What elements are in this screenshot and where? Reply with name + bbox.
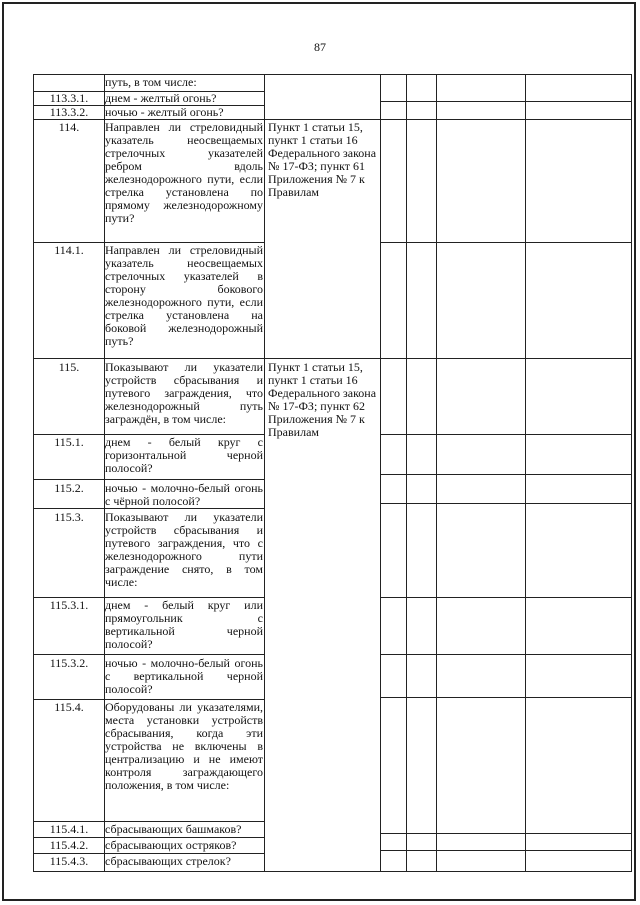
question-text: Направлен ли стреловидный указатель неосвещаемых стрелочных указателей в сторону бокового железнодорожного пути, если стрелка установлена на боковой железнодорожный путь?	[105, 243, 263, 348]
question-text: ночью - молочно-белый огонь с вертикальной черной полосой?	[105, 656, 263, 696]
question-text: сбрасывающих остряков?	[105, 838, 237, 852]
row-number: 115.3.2.	[49, 656, 89, 670]
legal-reference: Пункт 1 статьи 15, пункт 1 статьи 16 Федерального закона № 17-ФЗ; пункт 61 Приложения № 7 к Правилам	[268, 120, 377, 199]
row-number: 115.3.1.	[49, 598, 89, 612]
row-number: 115.2.	[54, 481, 84, 495]
row-number: 114.1.	[54, 243, 84, 257]
question-text: сбрасывающих башмаков?	[105, 822, 242, 836]
question-text: Показывают ли указатели устройств сбрасывания и путевого заграждения, что с железнодорожного пути заграждение снято, в том числе:	[105, 510, 263, 589]
question-text: сбрасывающих стрелок?	[105, 854, 231, 868]
question-text: путь, в том числе:	[105, 75, 197, 89]
question-text: днем - белый круг или прямоугольник с вертикальной черной полосой?	[105, 598, 263, 651]
row-number: 113.3.2.	[49, 105, 89, 119]
question-text: днем - белый круг с горизонтальной черной полосой?	[105, 435, 263, 475]
row-number: 115.1.	[54, 435, 84, 449]
row-number: 113.3.1.	[49, 91, 89, 105]
question-text: Направлен ли стреловидный указатель неосвещаемых стрелочных указателей ребром вдоль железнодорожного пути, если стрелка установлена по прямому железнодорожному пути?	[105, 120, 263, 225]
row-number: 115.4.2.	[49, 838, 89, 852]
row-number: 115.4.1.	[49, 822, 89, 836]
question-text: ночью - молочно-белый огонь с чёрной полосой?	[105, 481, 263, 508]
question-text: днем - желтый огонь?	[105, 91, 217, 105]
question-text: Показывают ли указатели устройств сбрасывания и путевого заграждения, что железнодорожный путь заграждён, в том числе:	[105, 360, 263, 426]
legal-reference: Пункт 1 статьи 15, пункт 1 статьи 16 Федерального закона № 17-ФЗ; пункт 62 Приложения № 7 к Правилам	[268, 360, 377, 439]
row-number: 115.	[58, 360, 80, 374]
question-text: Оборудованы ли указателями, места установки устройств сбрасывания, когда эти устройства не включены в централизацию и не имеют контроля заграждающего положения, в том числе:	[105, 700, 263, 792]
row-number: 115.3.	[54, 510, 84, 524]
row-number: 114.	[58, 120, 80, 134]
row-number: 115.4.3.	[49, 854, 89, 868]
page-number: 87	[314, 40, 326, 54]
row-number: 115.4.	[54, 700, 84, 714]
question-text: ночью - желтый огонь?	[105, 105, 224, 119]
